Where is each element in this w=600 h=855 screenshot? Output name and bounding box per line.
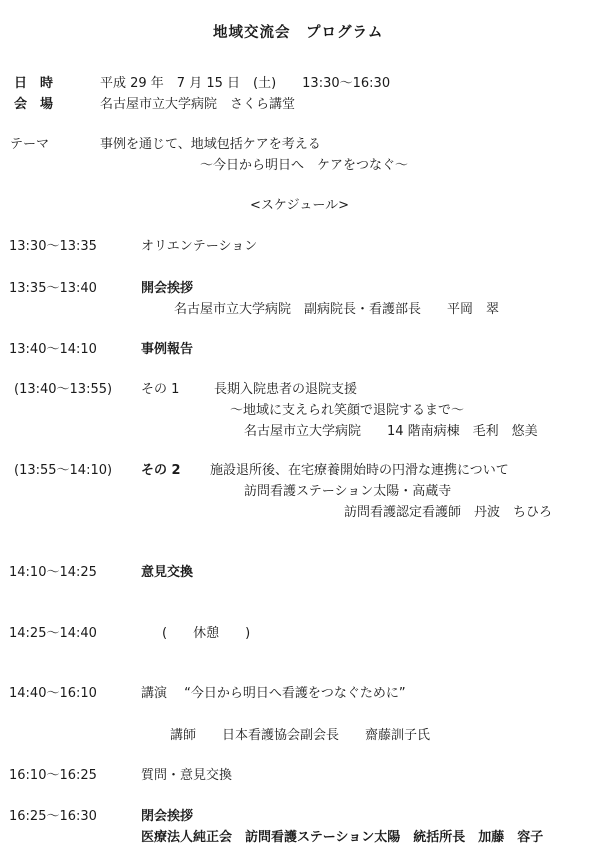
schedule-detail: 名古屋市立大学病院 14 階南病棟 毛利 悠美 <box>244 424 538 439</box>
schedule-part-label: その 1 <box>141 382 180 397</box>
schedule-time: (13:40〜13:55) <box>14 382 113 397</box>
schedule-time: 13:40〜14:10 <box>9 342 97 357</box>
schedule-time: 14:40〜16:10 <box>9 686 97 701</box>
schedule-title: 事例報告 <box>141 342 194 357</box>
date-label: 日 時 <box>14 76 54 91</box>
theme-label: テーマ <box>10 137 50 152</box>
schedule-time: 14:25〜14:40 <box>9 626 97 641</box>
schedule-time: 13:35〜13:40 <box>9 281 97 296</box>
schedule-time: 14:10〜14:25 <box>9 565 97 580</box>
schedule-time: (13:55〜14:10) <box>14 463 113 478</box>
theme-line-1: 事例を通じて、地域包括ケアを考える <box>100 137 321 152</box>
schedule-part-label: その 2 <box>141 463 181 478</box>
schedule-title: 施設退所後、在宅療養開始時の円滑な連携について <box>210 463 509 478</box>
schedule-title: オリエンテーション <box>141 239 258 254</box>
schedule-subtitle: 〜地域に支えられ笑顔で退院するまで〜 <box>230 403 465 418</box>
venue-value: 名古屋市立大学病院 さくら講堂 <box>100 97 296 112</box>
schedule-title: 質問・意見交換 <box>141 768 233 783</box>
schedule-time: 13:30〜13:35 <box>9 239 97 254</box>
schedule-detail: 名古屋市立大学病院 副病院長・看護部長 平岡 翠 <box>174 302 500 317</box>
schedule-time: 16:25〜16:30 <box>9 809 97 824</box>
schedule-detail: 講師 日本看護協会副会長 齋藤訓子氏 <box>170 728 431 743</box>
schedule-detail: 医療法人純正会 訪問看護ステーション太陽 統括所長 加藤 容子 <box>141 830 544 845</box>
schedule-detail: 訪問看護ステーション太陽・高蔵寺 <box>244 484 452 499</box>
schedule-title: 講演 “今日から明日へ看護をつなぐために” <box>141 686 406 701</box>
schedule-heading: <スケジュール> <box>250 198 350 213</box>
date-value: 平成 29 年 7 月 15 日 (土) 13:30〜16:30 <box>100 76 391 91</box>
schedule-detail: 訪問看護認定看護師 丹波 ちひろ <box>344 505 553 520</box>
page-title: 地域交流会 プログラム <box>213 25 384 41</box>
schedule-title: 意見交換 <box>141 565 194 580</box>
theme-line-2: 〜今日から明日へ ケアをつなぐ〜 <box>200 158 409 173</box>
schedule-title: 開会挨拶 <box>141 281 194 296</box>
schedule-title: 閉会挨拶 <box>141 809 194 824</box>
schedule-title: ( 休憩 ) <box>162 626 251 641</box>
venue-label: 会 場 <box>14 97 54 112</box>
schedule-title: 長期入院患者の退院支援 <box>214 382 358 397</box>
schedule-time: 16:10〜16:25 <box>9 768 97 783</box>
